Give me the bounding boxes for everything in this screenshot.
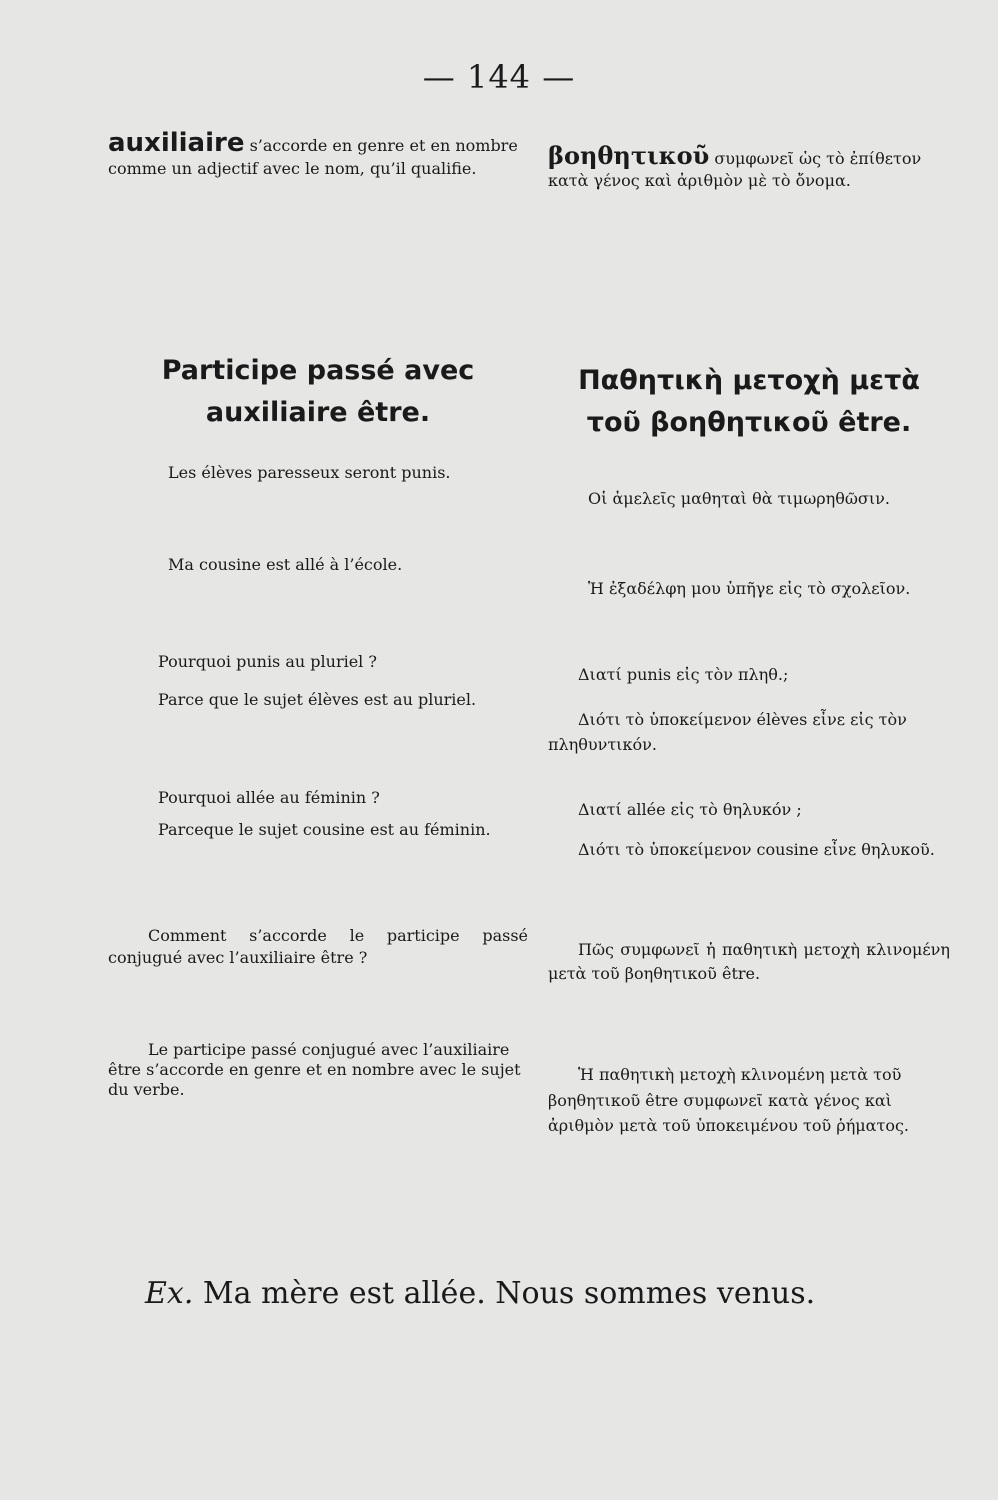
fr-section-heading: Participe passé avec auxiliaire être. (161, 355, 475, 428)
example-text: Ma mère est allée. Nous sommes venus. (193, 1276, 816, 1311)
fr-answer-2: Parceque le sujet cousine est au féminin. (158, 820, 491, 839)
fr-intro-bold: auxiliaire (108, 128, 245, 158)
fr-intro-paragraph (108, 128, 528, 178)
fr-intro-text: s’accorde en genre et en nombre comme un adjectif avec le nom, qu’il qualifie. (108, 136, 518, 179)
gr-intro-text: συμφωνεῖ ὡς τὸ ἐπίθετον κατὰ γένος καὶ ἀριθμὸν μὲ τὸ ὄνομα. (548, 149, 922, 190)
gr-answer-1: Διότι τὸ ὑποκείμενον élèves εἶνε εἰς τὸν πληθυντικόν. (548, 710, 907, 754)
fr-question-3: Comment s’accorde le participe passé conjugué avec l’auxiliaire être ? (108, 926, 528, 967)
fr-question-2: Pourquoi allée au féminin ? (158, 788, 380, 807)
fr-example-2: Ma cousine est allé à l’école. (168, 555, 403, 574)
gr-example-1: Οἱ ἀμελεῖς μαθηταὶ θὰ τιμωρηθῶσιν. (588, 489, 890, 508)
example-abbreviation: Ex. (145, 1276, 194, 1311)
gr-rule-paragraph: Ἡ παθητικὴ μετοχὴ κλινομένη μετὰ τοῦ βοηθητικοῦ être συμφωνεῖ κατὰ γένος καὶ ἀριθμὸν μετὰ τοῦ ὑποκειμένου τοῦ ῥήματος. (548, 1065, 910, 1136)
gr-example-2: Ἡ ἐξαδέλφη μου ὑπῆγε εἰς τὸ σχολεῖον. (588, 579, 911, 598)
fr-question-1: Pourquoi punis au pluriel ? (158, 652, 377, 671)
gr-question-2: Διατί allée εἰς τὸ θηλυκόν ; (578, 800, 802, 819)
fr-example-1: Les élèves paresseux seront punis. (168, 463, 451, 482)
fr-rule-paragraph: Le participe passé conjugué avec l’auxiliaire être s’accorde en genre et en nombre avec le sujet du verbe. (108, 1040, 521, 1099)
gr-answer-2: Διότι τὸ ὑποκείμενον cousine εἶνε θηλυκοῦ. (578, 840, 935, 859)
gr-section-heading: Παθητικὴ μετοχὴ μετὰ τοῦ βοηθητικοῦ être. (578, 365, 920, 438)
gr-question-1: Διατί punis εἰς τὸν πληθ.; (578, 665, 789, 684)
gr-intro-paragraph (548, 142, 950, 190)
example-line (145, 1276, 815, 1311)
page-number: — 144 — (422, 58, 576, 96)
gr-intro-bold: βοηθητικοῦ (548, 141, 710, 170)
gr-question-3: Πῶς συμφωνεῖ ἡ παθητικὴ μετοχὴ κλινομένη μετὰ τοῦ βοηθητικοῦ être. (548, 940, 950, 983)
fr-answer-1: Parce que le sujet élèves est au pluriel. (158, 690, 477, 709)
